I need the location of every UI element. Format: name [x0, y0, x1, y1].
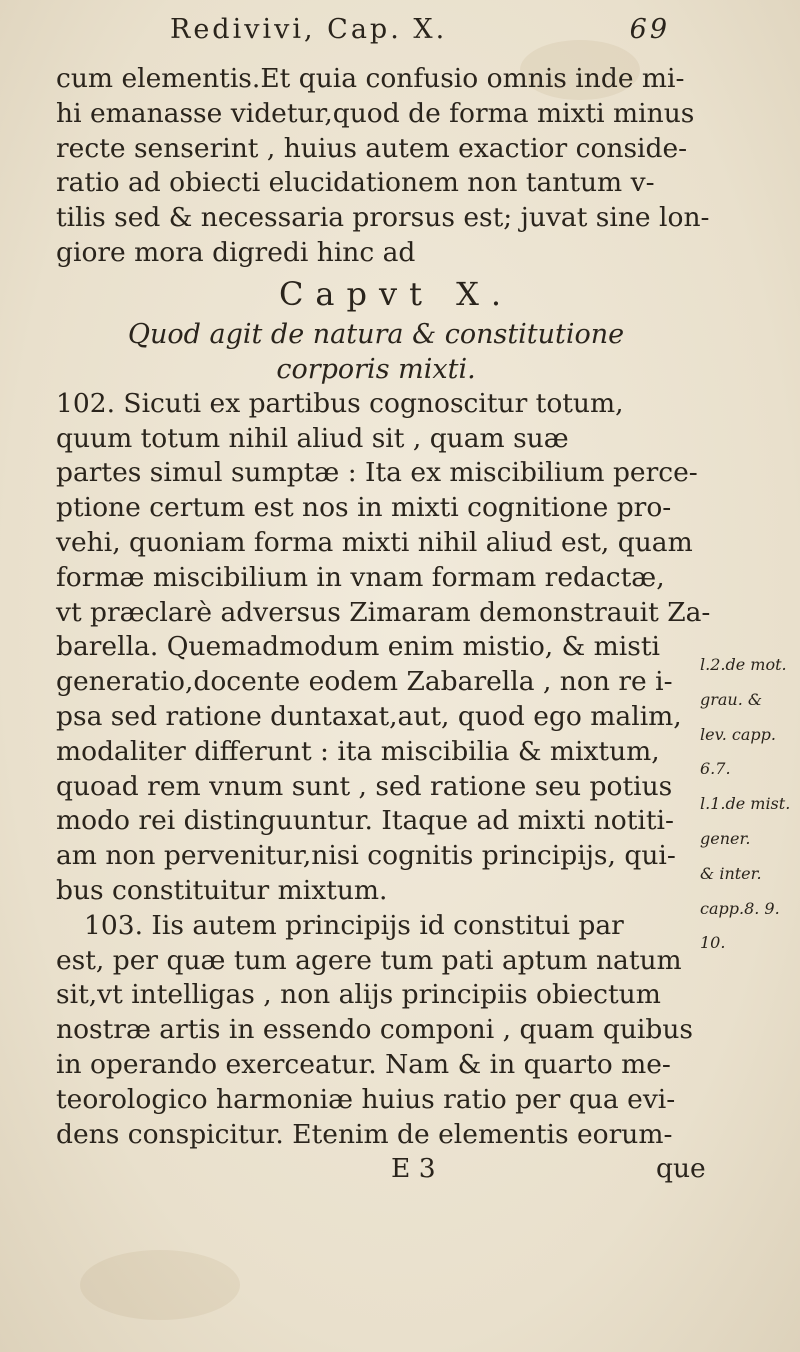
- margin-note: l.1.de mist.: [700, 794, 791, 814]
- margin-note: 6.7.: [700, 759, 731, 779]
- text-line: est, per quæ tum agere tum pati aptum natum: [56, 944, 682, 976]
- opening-paragraph: [56, 62, 710, 271]
- running-title: Redivivi, Cap. X.: [170, 14, 448, 45]
- text-line: ptione certum est nos in mixti cognitione pro-: [56, 492, 672, 524]
- text-line: am non pervenitur,nisi cognitis principijs, qui-: [56, 840, 676, 872]
- text-line: sit,vt intelligas , non alijs principiis obiectum: [56, 979, 661, 1011]
- margin-note: gener.: [700, 828, 751, 848]
- text-line: tilis sed & necessaria prorsus est; juvat sine lon-: [56, 202, 710, 234]
- chapter-title-line: Quod agit de natura & constitutione: [127, 318, 625, 350]
- text-line: bus constituitur mixtum.: [56, 874, 388, 906]
- margin-note: grau. &: [700, 689, 763, 709]
- main-text: [56, 62, 711, 1187]
- signature-mark: E 3: [391, 1153, 436, 1185]
- text-line: quum totum nihil aliud sit , quam suæ: [56, 422, 569, 454]
- text-line: dens conspicitur. Etenim de elementis eorum-: [56, 1118, 673, 1150]
- text-line: giore mora digredi hinc ad: [56, 236, 416, 268]
- page-footer: [56, 1152, 706, 1187]
- text-line: 103. Iis autem principijs id constitui par: [84, 909, 624, 941]
- text-line: recte senserint , huius autem exactior conside-: [56, 132, 688, 164]
- text-line: formæ miscibilium in vnam formam redactæ,: [56, 561, 665, 593]
- text-line: generatio,docente eodem Zabarella , non re i-: [56, 666, 673, 698]
- text-line: 102. Sicuti ex partibus cognoscitur totum,: [56, 387, 624, 419]
- text-line: nostræ artis in essendo componi , quam quibus: [56, 1014, 693, 1046]
- text-line: psa sed ratione duntaxat,aut, quod ego malim,: [56, 700, 682, 732]
- text-line: quoad rem vnum sunt , sed ratione seu potius: [56, 770, 673, 802]
- text-line: hi emanasse videtur,quod de forma mixti minus: [56, 97, 695, 129]
- paper-stain: [80, 1250, 240, 1320]
- page-number: 69: [629, 14, 670, 45]
- section-102: [56, 387, 711, 909]
- chapter-title-line: corporis mixti.: [276, 353, 476, 385]
- text-line: in operando exerceatur. Nam & in quarto me-: [56, 1048, 671, 1080]
- text-line: vt præclarè adversus Zimaram demonstrauit Za-: [56, 596, 711, 628]
- text-line: ratio ad obiecti elucidationem non tantum v-: [56, 167, 655, 199]
- margin-notes: [700, 648, 800, 961]
- text-line: modo rei distinguuntur. Itaque ad mixti notiti-: [56, 805, 674, 837]
- text-line: cum elementis.Et quia confusio omnis inde mi-: [56, 63, 685, 94]
- section-103: [56, 909, 696, 1153]
- margin-note: l.2.de mot.: [700, 655, 787, 674]
- chapter-heading: Capvt X.: [278, 274, 514, 313]
- chapter-title: [56, 317, 696, 387]
- text-line: modaliter differunt : ita miscibilia & mixtum,: [56, 735, 660, 767]
- margin-note: capp.8. 9.: [700, 898, 780, 918]
- text-line: teorologico harmoniæ huius ratio per qua evi-: [56, 1083, 676, 1115]
- margin-note: & inter.: [700, 863, 762, 883]
- text-line: barella. Quemadmodum enim mistio, & misti: [56, 631, 660, 663]
- text-line: partes simul sumptæ : Ita ex miscibilium perce-: [56, 457, 698, 489]
- margin-note: lev. capp.: [700, 724, 776, 744]
- text-line: vehi, quoniam forma mixti nihil aliud est, quam: [56, 526, 693, 558]
- margin-note: 10.: [700, 933, 726, 953]
- catchword: que: [656, 1153, 706, 1185]
- running-head: [170, 14, 670, 54]
